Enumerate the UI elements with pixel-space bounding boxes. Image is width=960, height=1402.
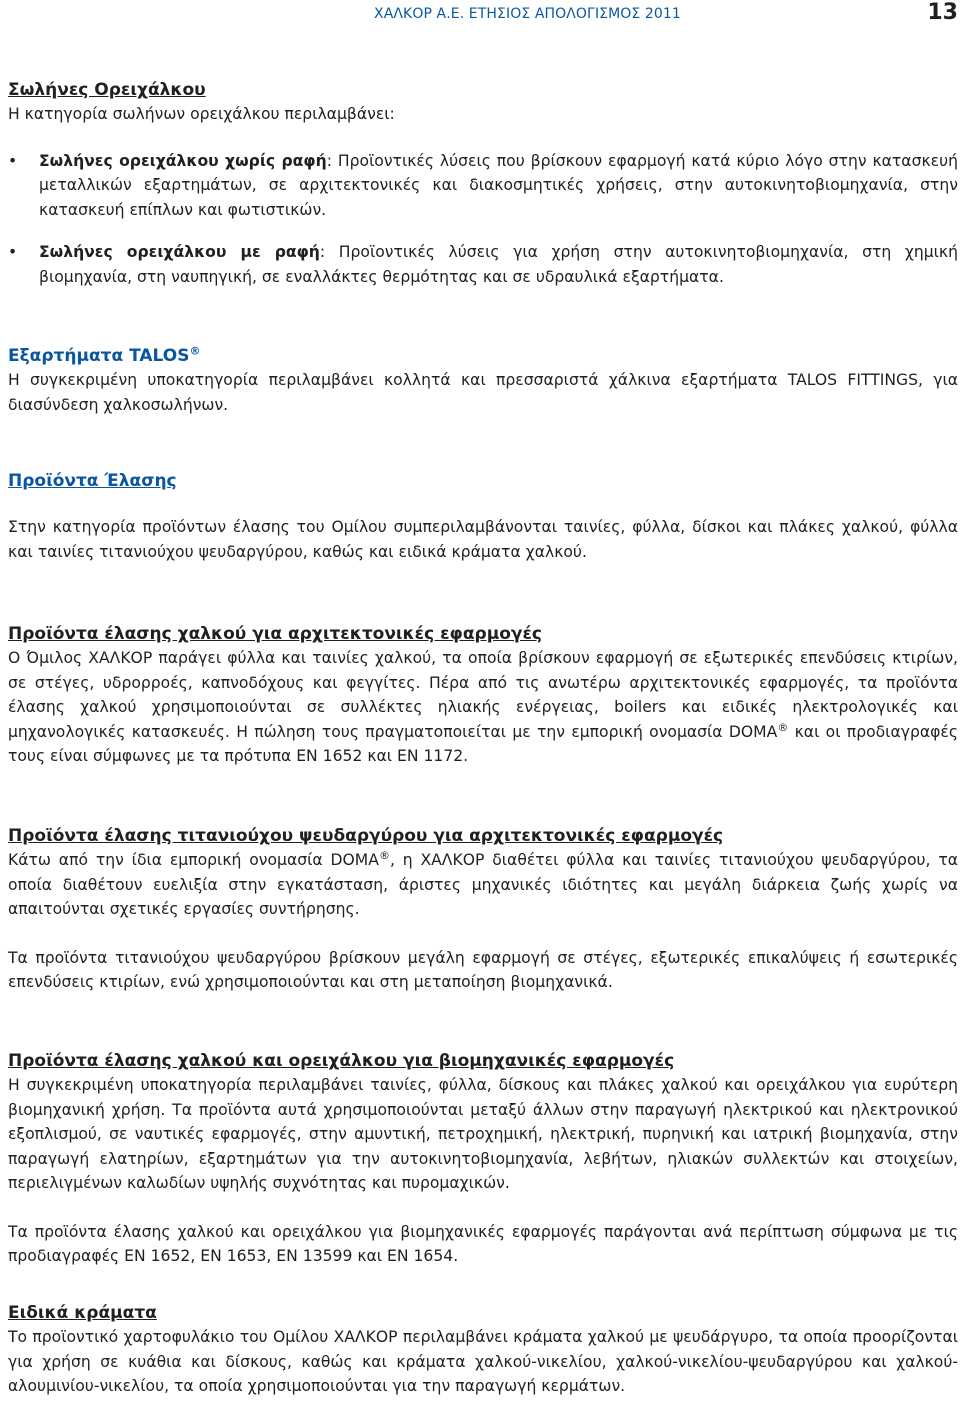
bullet-list <box>8 149 958 290</box>
item-text: : Προϊοντικές λύσεις που βρίσκουν εφαρμογή κατά κύριο λόγο στην κατασκευή μεταλλικών εξαρτημάτων, σε αρχιτεκτονικές και διακοσμητικές χρήσεις, στην αυτοκινητοβιομηχανία, στην κατασκευή επίπλων και φωτιστικών. <box>39 151 958 219</box>
list-item <box>8 240 958 289</box>
section-text: Η συγκεκριμένη υποκατηγορία περιλαμβάνει κολλητά και πρεσσαριστά χάλκινα εξαρτήματα TALOS FITTINGS, για διασύνδεση χαλκοσωλήνων. <box>8 371 958 414</box>
section-text: Τα προϊόντα έλασης χαλκού και ορειχάλκου για βιομηχανικές εφαρμογές παράγονται ανά περίπτωση σύμφωνα με τις προδιαγραφές EN 1652, EN 1653, EN 13599 και EN 1654. <box>8 1222 958 1265</box>
registered-mark: ® <box>378 848 390 862</box>
section-special-alloys <box>8 1302 958 1399</box>
list-item <box>8 149 958 223</box>
section-text: Η συγκεκριμένη υποκατηγορία περιλαμβάνει ταινίες, φύλλα, δίσκους και πλάκες χαλκού και ορειχάλκου για ευρύτερη βιομηχανική χρήση. Τα προϊόντα αυτά χρησιμοποιούνται μεταξύ άλλων στην παραγωγή ηλεκτρικού και ηλεκτρονικού εξοπλισμού, σε ναυτικές εφαρμογές, στην αμυντική, πετροχημική, ηλεκτρική, πυρηνική και ιατρική βιομηχανία, στην παραγωγή ελατηρίων, εξαρτημάτων για την αυτοκινητοβιομηχανία, λεβήτων, ηλιακών συλλεκτών και στοιχείων, περιελιγμένων καλωδίων υψηλής συχνότητας και πυρομαχικών. <box>8 1076 958 1192</box>
section-title: Σωλήνες Ορειχάλκου <box>8 80 206 100</box>
text-part: Ο Όμιλος ΧΑΛΚΟΡ παράγει φύλλα και ταινίες χαλκού, τα οποία βρίσκουν εφαρμογή σε εξωτερικές επενδύσεις κτιρίων, σε στέγες, υδρορροές, καπνοδόχους και φεγγίτες. Πέρα από τις ανωτέρω αρχιτεκτονικές εφαρμογές, τα προϊόντα έλασης χαλκού χρησιμοποιούνται σε συλλέκτες ηλιακής ενέργειας, boilers και ειδικές ηλεκτρολογικές και μηχανολογικές κατασκευές. Η πώληση τους πραγματοποιείται με την εμπορική ονομασία DOMA <box>8 649 958 741</box>
section-rolled-products <box>8 470 958 564</box>
section-text: Τα προϊόντα τιτανιούχου ψευδαργύρου βρίσκουν μεγάλη εφαρμογή σε στέγες, εξωτερικές επικαλύψεις ή εσωτερικές επενδύσεις κτιρίων, ενώ χρησιμοποιούνται και στη μεταποίηση βιομηχανικά. <box>8 948 958 991</box>
section-title: Προϊόντα έλασης χαλκού για αρχιτεκτονικές εφαρμογές <box>8 624 543 644</box>
section-titanium-zinc <box>8 825 958 995</box>
page-header <box>8 0 958 32</box>
text-part: , η ΧΑΛΚΟΡ διαθέτει φύλλα και ταινίες τιτανιούχου ψευδαργύρου, τα οποία διαθέτουν ευελιξία στην εγκατάσταση, άριστες μηχανικές ιδιότητες και μεγάλη διάρκεια ζωής χωρίς να απαιτούνται σχετικές εργασίες συντήρησης. <box>8 851 958 918</box>
section-title: Προϊόντα Έλασης <box>8 471 177 491</box>
title-text: Εξαρτήματα TALOS <box>8 346 190 366</box>
section-brass-tubes <box>8 79 958 289</box>
section-text: Στην κατηγορία προϊόντων έλασης του Ομίλου συμπεριλαμβάνονται ταινίες, φύλλα, δίσκοι και πλάκες χαλκού, φύλλα και ταινίες τιτανιούχου ψευδαργύρου, καθώς και ειδικά κράματα χαλκού. <box>8 518 958 561</box>
section-title: Προϊόντα έλασης τιτανιούχου ψευδαργύρου για αρχιτεκτονικές εφαρμογές <box>8 826 724 846</box>
page-number: 13 <box>927 0 958 25</box>
text-part: Κάτω από την ίδια εμπορική ονομασία DOMA <box>8 851 379 869</box>
section-text <box>8 646 958 769</box>
section-text: Το προϊοντικό χαρτοφυλάκιο του Ομίλου ΧΑΛΚΟΡ περιλαμβάνει κράματα χαλκού με ψευδάργυρο, τα οποία προορίζονται για χρήση σε κυάθια και δίσκους, καθώς και κράματα χαλκού-νικελίου, χαλκού-νικελίου-ψευδαργύρου και χαλκού-αλουμινίου-νικελίου, τα οποία χρησιμοποιούνται για την παραγωγή κερμάτων. <box>8 1328 958 1395</box>
section-title: Ειδικά κράματα <box>8 1303 157 1323</box>
item-term: Σωλήνες ορειχάλκου χωρίς ραφή <box>39 151 327 170</box>
header-title: ΧΑΛΚΟΡ Α.Ε. ΕΤΗΣΙΟΣ ΑΠΟΛΟΓΙΣΜΟΣ 2011 <box>374 6 681 22</box>
section-title <box>8 345 958 368</box>
item-term: Σωλήνες ορειχάλκου με ραφή <box>39 243 320 261</box>
text-part: και οι προδιαγραφές τους είναι σύμφωνες με τα πρότυπα EN 1652 και EN 1172. <box>8 722 958 765</box>
item-text: : Προϊοντικές λύσεις για χρήση στην αυτοκινητοβιομηχανία, στη χημική βιομηχανία, στη ναυπηγική, σε εναλλάκτες θερμότητας και σε υδραυλικά εξαρτήματα. <box>39 243 958 286</box>
section-industrial <box>8 1050 958 1269</box>
section-title: Προϊόντα έλασης χαλκού και ορειχάλκου για βιομηχανικές εφαρμογές <box>8 1051 675 1071</box>
registered-mark: ® <box>189 344 201 358</box>
section-talos <box>8 345 958 417</box>
registered-mark: ® <box>777 720 789 734</box>
section-intro: Η κατηγορία σωλήνων ορειχάλκου περιλαμβάνει: <box>8 105 395 123</box>
section-copper-architectural <box>8 623 958 769</box>
section-text <box>8 848 958 922</box>
